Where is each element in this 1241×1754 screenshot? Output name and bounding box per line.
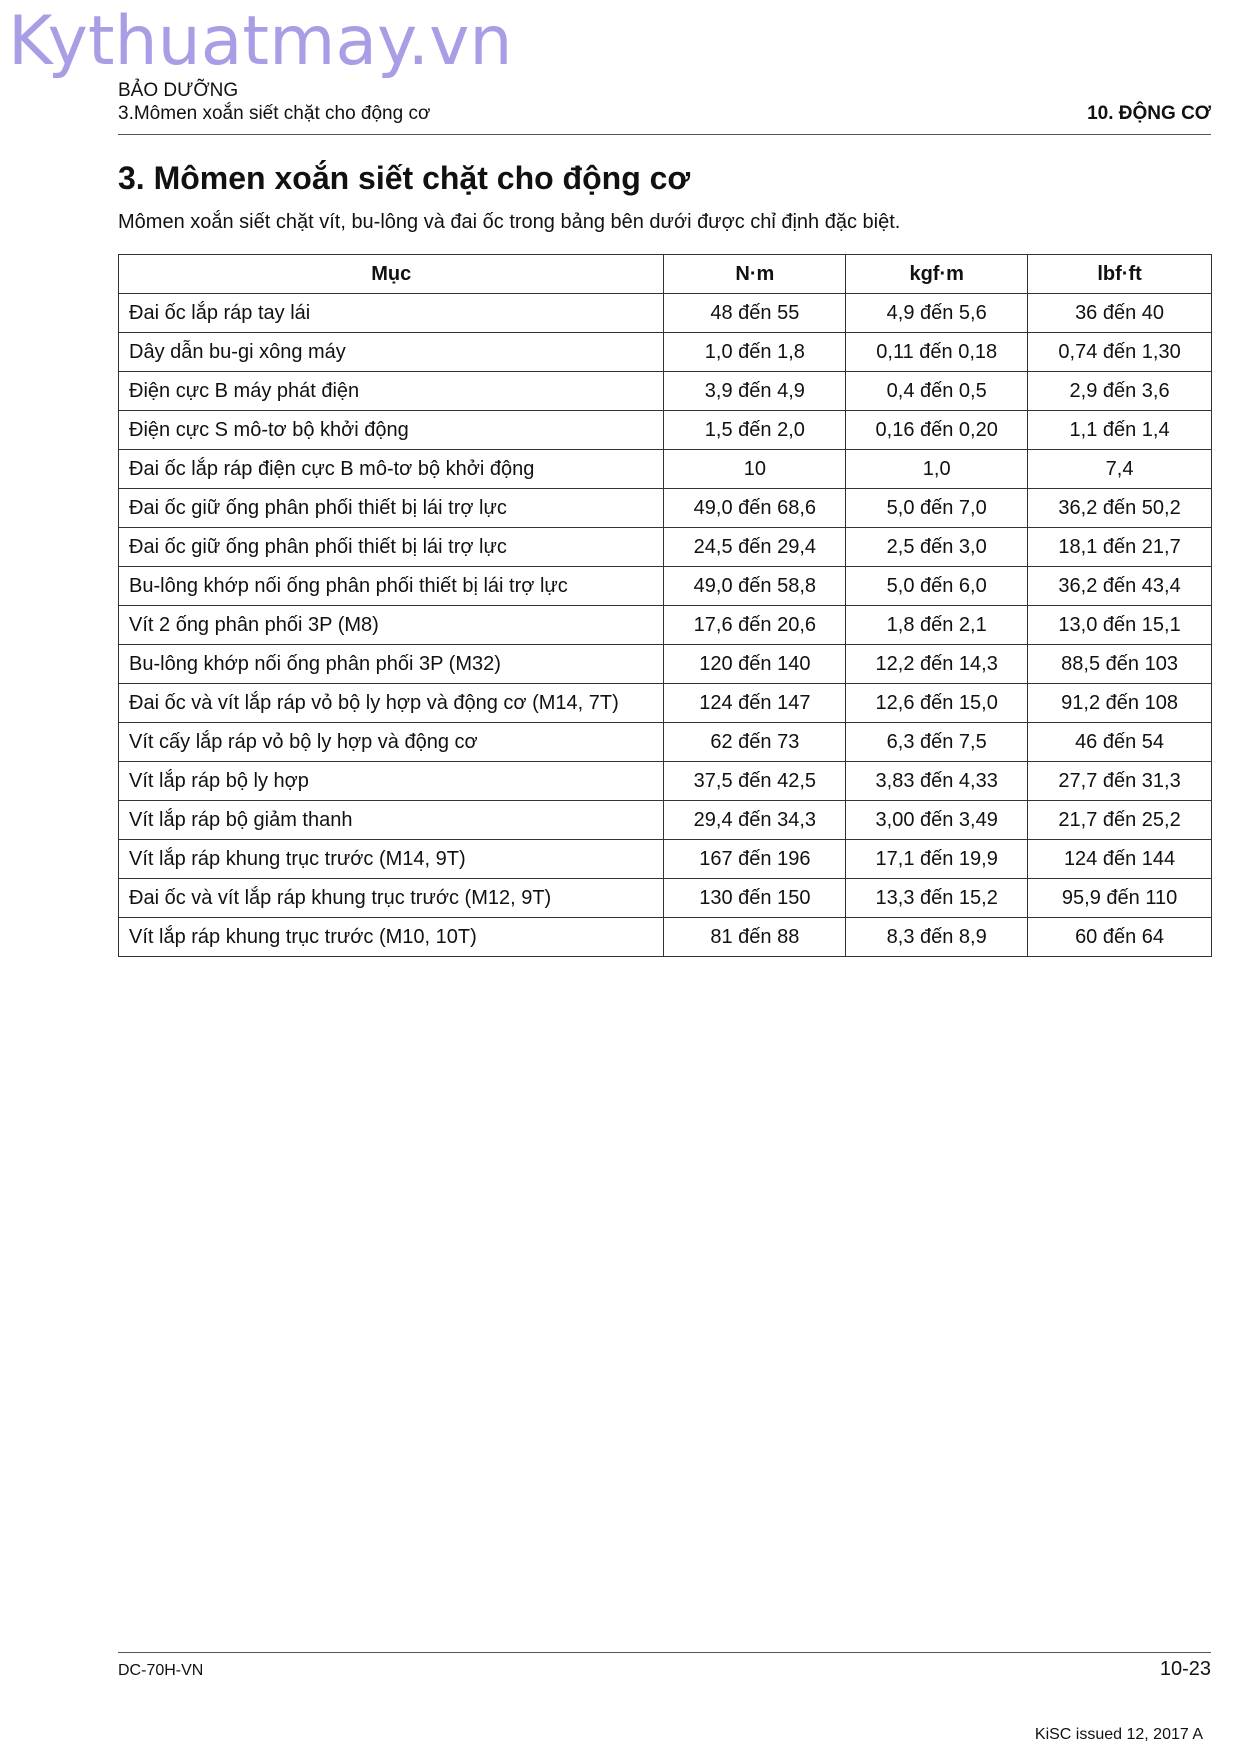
- table-row: [119, 879, 1212, 918]
- cell-item: Dây dẫn bu-gi xông máy: [119, 333, 664, 372]
- footer-issued: KiSC issued 12, 2017 A: [1034, 1726, 1203, 1743]
- cell-nm: 120 đến 140: [664, 645, 846, 684]
- cell-item: Điện cực B máy phát điện: [119, 372, 664, 411]
- intro-text: Mômen xoắn siết chặt vít, bu-lông và đai ốc trong bảng bên dưới được chỉ định đặc biệt.: [118, 211, 901, 233]
- cell-nm: 37,5 đến 42,5: [664, 762, 846, 801]
- column-header-nm: N·m: [664, 255, 846, 294]
- cell-lbfft: 36 đến 40: [1028, 294, 1212, 333]
- header-subsection: 3.Mômen xoắn siết chặt cho động cơ: [118, 103, 431, 124]
- table-row: [119, 372, 1212, 411]
- table-row: [119, 918, 1212, 957]
- cell-item: Bu-lông khớp nối ống phân phối thiết bị lái trợ lực: [119, 567, 664, 606]
- cell-kgfm: 1,8 đến 2,1: [846, 606, 1028, 645]
- cell-item: Vít cấy lắp ráp vỏ bộ ly hợp và động cơ: [119, 723, 664, 762]
- cell-nm: 81 đến 88: [664, 918, 846, 957]
- cell-item: Đai ốc và vít lắp ráp vỏ bộ ly hợp và động cơ (M14, 7T): [119, 684, 664, 723]
- table-row: [119, 840, 1212, 879]
- table-row: [119, 333, 1212, 372]
- cell-kgfm: 13,3 đến 15,2: [846, 879, 1028, 918]
- cell-lbfft: 124 đến 144: [1028, 840, 1212, 879]
- table-row: [119, 528, 1212, 567]
- cell-kgfm: 12,2 đến 14,3: [846, 645, 1028, 684]
- table-row: [119, 411, 1212, 450]
- cell-kgfm: 17,1 đến 19,9: [846, 840, 1028, 879]
- cell-item: Vít lắp ráp bộ giảm thanh: [119, 801, 664, 840]
- cell-lbfft: 60 đến 64: [1028, 918, 1212, 957]
- cell-item: Vít 2 ống phân phối 3P (M8): [119, 606, 664, 645]
- header-section: BẢO DƯỠNG: [118, 80, 239, 101]
- cell-lbfft: 88,5 đến 103: [1028, 645, 1212, 684]
- watermark: Kythuatmay.vn: [8, 2, 513, 81]
- column-header-kgfm: kgf·m: [846, 255, 1028, 294]
- cell-item: Bu-lông khớp nối ống phân phối 3P (M32): [119, 645, 664, 684]
- cell-lbfft: 95,9 đến 110: [1028, 879, 1212, 918]
- page-title: 3. Mômen xoắn siết chặt cho động cơ: [118, 160, 691, 196]
- cell-nm: 10: [664, 450, 846, 489]
- table-row: [119, 762, 1212, 801]
- cell-nm: 3,9 đến 4,9: [664, 372, 846, 411]
- cell-nm: 124 đến 147: [664, 684, 846, 723]
- cell-nm: 130 đến 150: [664, 879, 846, 918]
- cell-kgfm: 0,11 đến 0,18: [846, 333, 1028, 372]
- cell-kgfm: 8,3 đến 8,9: [846, 918, 1028, 957]
- cell-kgfm: 12,6 đến 15,0: [846, 684, 1028, 723]
- cell-item: Đai ốc lắp ráp điện cực B mô-tơ bộ khởi động: [119, 450, 664, 489]
- cell-item: Vít lắp ráp khung trục trước (M14, 9T): [119, 840, 664, 879]
- cell-lbfft: 2,9 đến 3,6: [1028, 372, 1212, 411]
- cell-kgfm: 1,0: [846, 450, 1028, 489]
- table-row: [119, 294, 1212, 333]
- cell-kgfm: 5,0 đến 6,0: [846, 567, 1028, 606]
- cell-lbfft: 36,2 đến 43,4: [1028, 567, 1212, 606]
- cell-item: Vít lắp ráp khung trục trước (M10, 10T): [119, 918, 664, 957]
- table-row: [119, 489, 1212, 528]
- table-row: [119, 684, 1212, 723]
- cell-kgfm: 2,5 đến 3,0: [846, 528, 1028, 567]
- table-row: [119, 450, 1212, 489]
- cell-item: Đai ốc lắp ráp tay lái: [119, 294, 664, 333]
- footer-doc-code: DC-70H-VN: [118, 1662, 204, 1679]
- cell-item: Điện cực S mô-tơ bộ khởi động: [119, 411, 664, 450]
- cell-nm: 29,4 đến 34,3: [664, 801, 846, 840]
- table-row: [119, 645, 1212, 684]
- cell-nm: 48 đến 55: [664, 294, 846, 333]
- table-header-row: [119, 255, 1212, 294]
- header-chapter: 10. ĐỘNG CƠ: [1087, 103, 1211, 124]
- cell-lbfft: 36,2 đến 50,2: [1028, 489, 1212, 528]
- table-row: [119, 801, 1212, 840]
- column-header-item: Mục: [119, 255, 664, 294]
- cell-lbfft: 21,7 đến 25,2: [1028, 801, 1212, 840]
- cell-lbfft: 18,1 đến 21,7: [1028, 528, 1212, 567]
- torque-table: [118, 254, 1212, 957]
- cell-nm: 17,6 đến 20,6: [664, 606, 846, 645]
- table-row: [119, 567, 1212, 606]
- cell-item: Đai ốc và vít lắp ráp khung trục trước (M12, 9T): [119, 879, 664, 918]
- cell-lbfft: 27,7 đến 31,3: [1028, 762, 1212, 801]
- cell-nm: 1,0 đến 1,8: [664, 333, 846, 372]
- cell-nm: 62 đến 73: [664, 723, 846, 762]
- cell-nm: 24,5 đến 29,4: [664, 528, 846, 567]
- cell-nm: 49,0 đến 68,6: [664, 489, 846, 528]
- cell-kgfm: 6,3 đến 7,5: [846, 723, 1028, 762]
- cell-lbfft: 91,2 đến 108: [1028, 684, 1212, 723]
- cell-nm: 167 đến 196: [664, 840, 846, 879]
- cell-nm: 1,5 đến 2,0: [664, 411, 846, 450]
- cell-nm: 49,0 đến 58,8: [664, 567, 846, 606]
- header-divider: [118, 134, 1211, 135]
- footer-page-number: 10-23: [1159, 1658, 1211, 1680]
- column-header-lbfft: lbf·ft: [1028, 255, 1212, 294]
- cell-lbfft: 13,0 đến 15,1: [1028, 606, 1212, 645]
- cell-kgfm: 0,4 đến 0,5: [846, 372, 1028, 411]
- cell-kgfm: 4,9 đến 5,6: [846, 294, 1028, 333]
- cell-item: Vít lắp ráp bộ ly hợp: [119, 762, 664, 801]
- table-row: [119, 606, 1212, 645]
- cell-kgfm: 0,16 đến 0,20: [846, 411, 1028, 450]
- cell-kgfm: 3,00 đến 3,49: [846, 801, 1028, 840]
- cell-kgfm: 5,0 đến 7,0: [846, 489, 1028, 528]
- cell-lbfft: 1,1 đến 1,4: [1028, 411, 1212, 450]
- table-row: [119, 723, 1212, 762]
- cell-kgfm: 3,83 đến 4,33: [846, 762, 1028, 801]
- cell-item: Đai ốc giữ ống phân phối thiết bị lái trợ lực: [119, 489, 664, 528]
- cell-lbfft: 0,74 đến 1,30: [1028, 333, 1212, 372]
- footer-divider: [118, 1652, 1211, 1653]
- cell-lbfft: 46 đến 54: [1028, 723, 1212, 762]
- cell-item: Đai ốc giữ ống phân phối thiết bị lái trợ lực: [119, 528, 664, 567]
- cell-lbfft: 7,4: [1028, 450, 1212, 489]
